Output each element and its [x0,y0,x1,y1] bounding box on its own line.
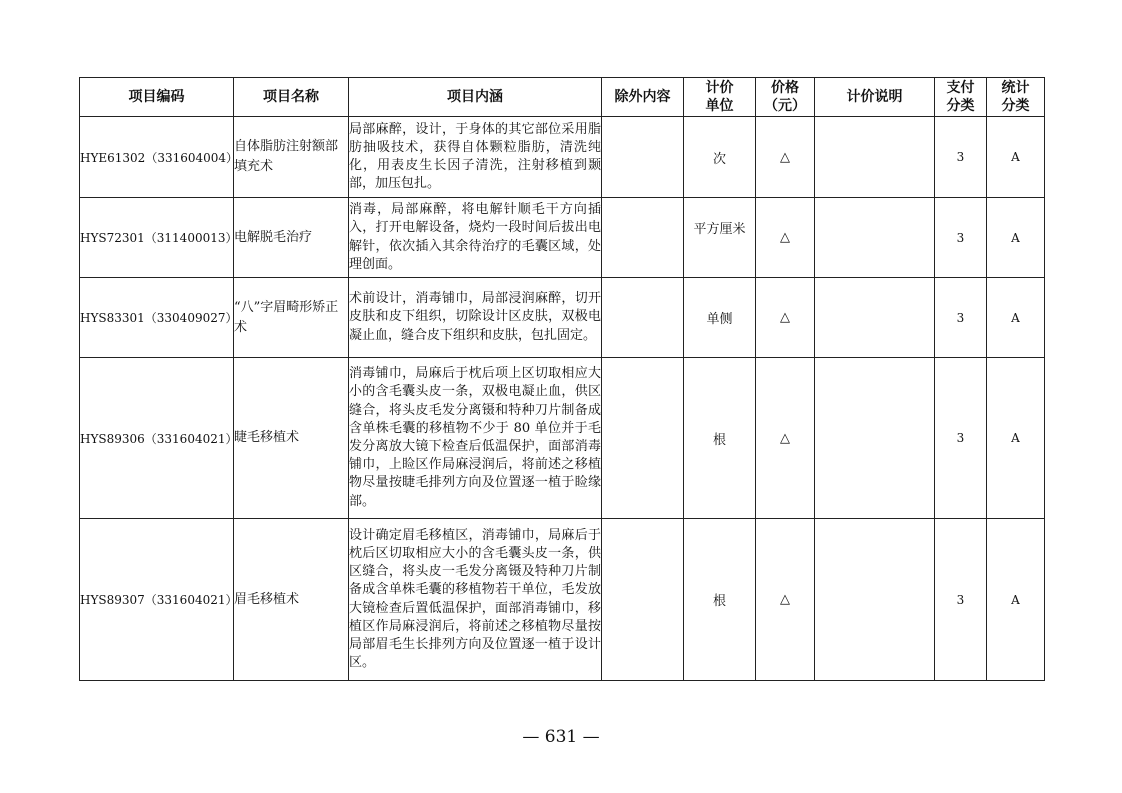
item-code: HYS89306（331604021） [80,358,234,519]
item-price: △ [756,117,815,198]
table-row [80,198,1045,278]
header-content: 项目内涵 [349,78,602,117]
item-content: 设计确定眉毛移植区，消毒铺巾，局麻后于枕后区切取相应大小的含毛囊头皮一条，供区缝合，将头皮一毛发分离镊及特种刀片制备成含单株毛囊的移植物若干单位，毛发放大镜检查后置低温保护，面部消毒铺巾，移植区作局麻浸润后，将前述之移植物尽量按局部眉毛生长排列方向及位置逐一植于设计区。 [349,519,602,681]
item-exclusions [602,358,684,519]
item-code: HYS89307（331604021） [80,519,234,681]
item-exclusions [602,198,684,278]
table-row [80,117,1045,198]
header-payment [935,78,987,117]
header-name: 项目名称 [234,78,349,117]
item-payment: 3 [935,519,987,681]
item-exclusions [602,278,684,358]
item-payment: 3 [935,278,987,358]
item-exclusions [602,117,684,198]
item-unit: 平方厘米 [684,198,756,278]
item-name: 自体脂肪注射额部填充术 [234,117,349,198]
header-stat [987,78,1045,117]
header-payment-line2: 分类 [946,98,975,114]
item-payment: 3 [935,198,987,278]
item-stat: A [987,358,1045,519]
header-price-line2: （元） [764,98,806,114]
item-pricing-note [815,519,935,681]
header-exclusions: 除外内容 [602,78,684,117]
item-stat: A [987,278,1045,358]
item-stat: A [987,117,1045,198]
page-number: — 631 — [522,727,600,747]
header-unit [684,78,756,117]
item-stat: A [987,198,1045,278]
header-row [80,78,1045,117]
item-price: △ [756,278,815,358]
item-payment: 3 [935,358,987,519]
item-price: △ [756,358,815,519]
header-price [756,78,815,117]
item-code: HYE61302（331604004） [80,117,234,198]
header-stat-line1: 统计 [1001,80,1030,96]
price-table [79,77,1045,681]
item-stat: A [987,519,1045,681]
table-row [80,278,1045,358]
item-pricing-note [815,117,935,198]
header-price-line1: 价格 [771,80,799,96]
item-price: △ [756,519,815,681]
item-name: 眉毛移植术 [234,519,349,681]
item-name: 电解脱毛治疗 [234,198,349,278]
item-name: 睫毛移植术 [234,358,349,519]
item-unit: 根 [684,358,756,519]
item-name: “八”字眉畸形矫正术 [234,278,349,358]
item-unit: 单侧 [684,278,756,358]
item-code: HYS83301（330409027） [80,278,234,358]
header-code: 项目编码 [80,78,234,117]
item-price: △ [756,198,815,278]
item-payment: 3 [935,117,987,198]
item-pricing-note [815,278,935,358]
table-row [80,358,1045,519]
item-exclusions [602,519,684,681]
header-unit-line2: 单位 [705,98,734,114]
item-content: 术前设计，消毒铺巾，局部浸润麻醉，切开皮肤和皮下组织，切除设计区皮肤，双极电凝止血，缝合皮下组织和皮肤，包扎固定。 [349,278,602,358]
item-code: HYS72301（311400013） [80,198,234,278]
header-pricing-note: 计价说明 [815,78,935,117]
item-content: 局部麻醉，设计，于身体的其它部位采用脂肪抽吸技术，获得自体颗粒脂肪，清洗纯化，用表皮生长因子清洗，注射移植到颞部，加压包扎。 [349,117,602,198]
item-pricing-note [815,198,935,278]
header-unit-line1: 计价 [705,80,734,96]
item-unit: 根 [684,519,756,681]
item-content: 消毒铺巾，局麻后于枕后项上区切取相应大小的含毛囊头皮一条，双极电凝止血，供区缝合，将头皮毛发分离镊和特种刀片制备成含单株毛囊的移植物不少于 80 单位并于毛发分离放大镜下检查后低温保护，面部消毒铺巾，上睑区作局麻浸润后，将前述之移植物尽量按睫毛排列方向及位置逐一植于睑缘部。 [349,358,602,519]
item-unit: 次 [684,117,756,198]
header-payment-line1: 支付 [946,80,975,96]
header-stat-line2: 分类 [1001,98,1030,114]
table-row [80,519,1045,681]
item-content: 消毒，局部麻醉，将电解针顺毛干方向插入，打开电解设备，烧灼一段时间后拔出电解针，依次插入其余待治疗的毛囊区域，处理创面。 [349,198,602,278]
item-pricing-note [815,358,935,519]
